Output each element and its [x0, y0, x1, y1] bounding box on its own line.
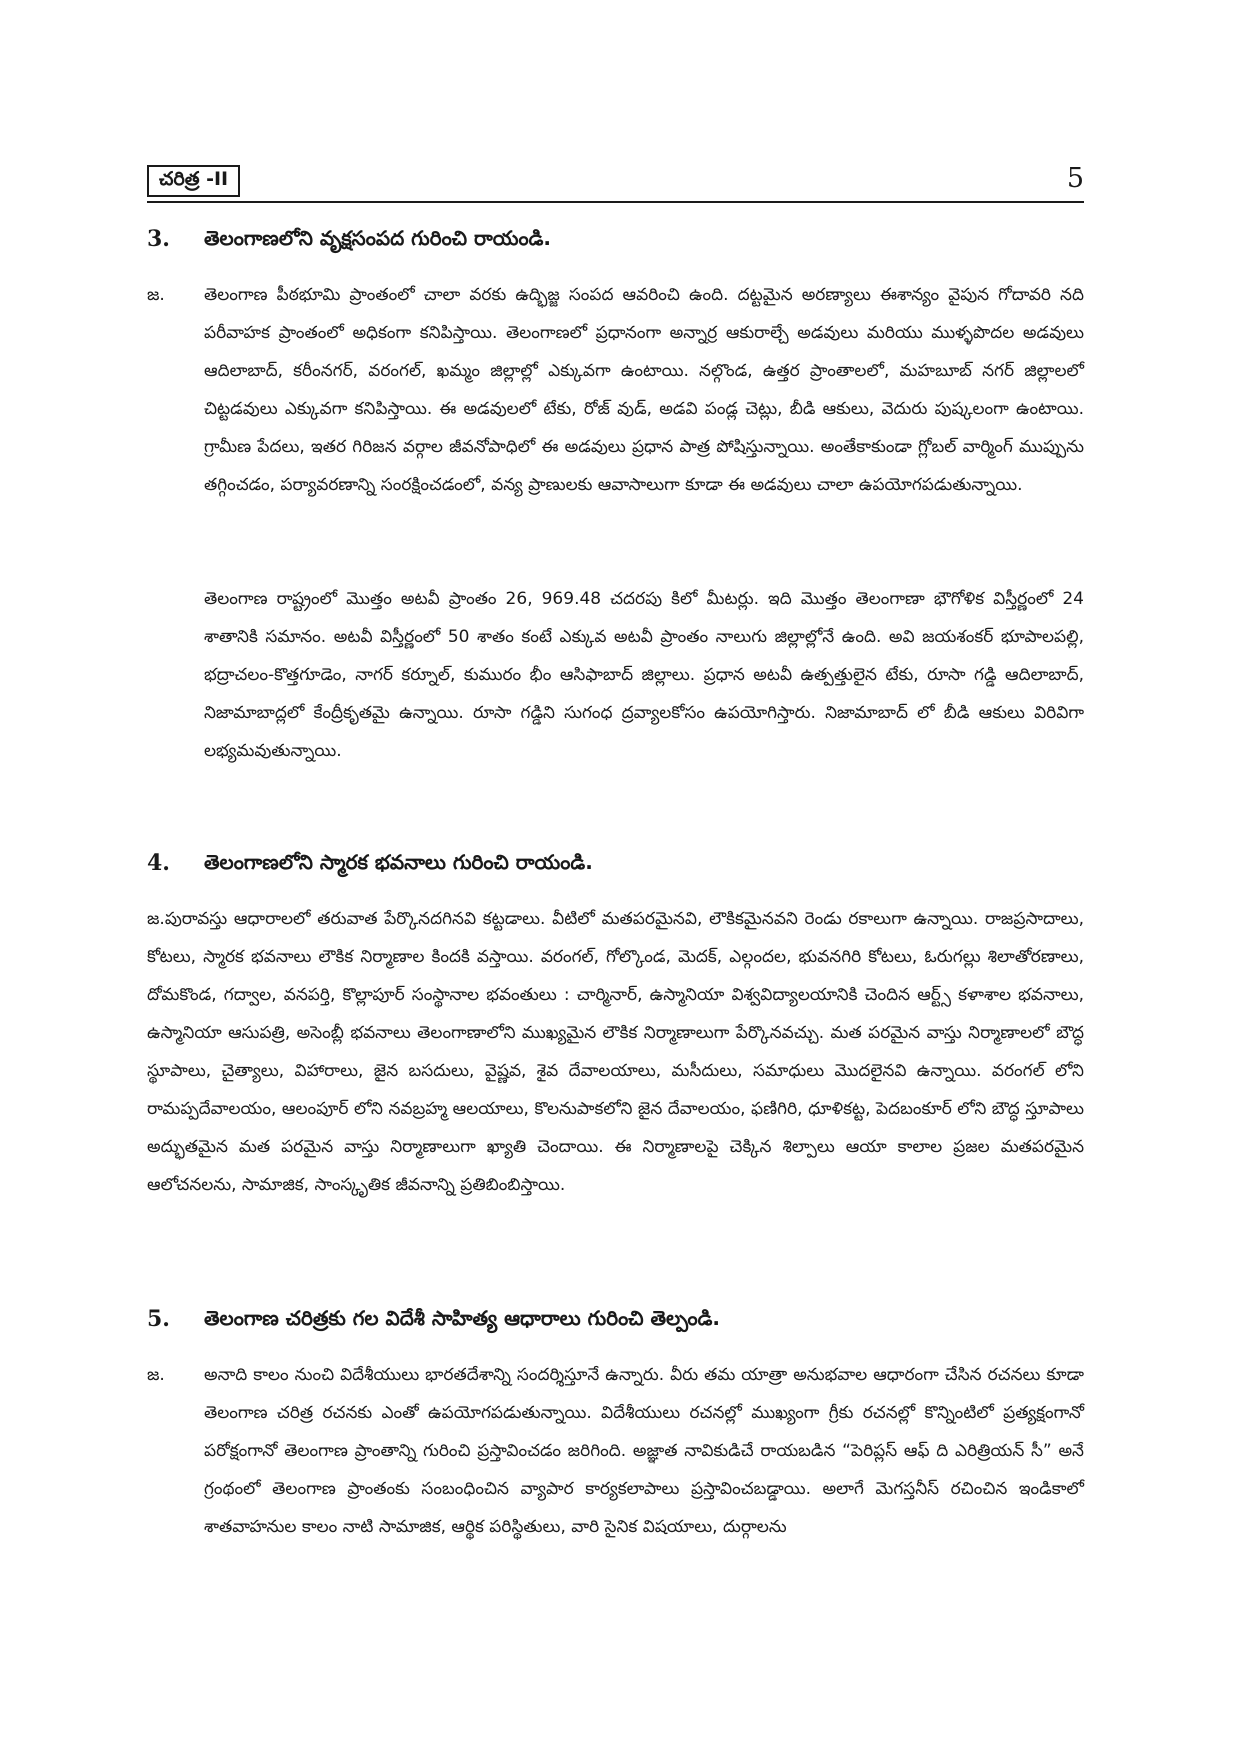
answer-text: తెలంగాణ పీఠభూమి ప్రాంతంలో చాలా వరకు ఉద్భిజ్జ సంపద ఆవరించి ఉంది. దట్టమైన అరణ్యాలు ఈశాన్యం వైపున గోదావరి నది పరీవాహక ప్రాంతంలో అధికంగా కనిపిస్తాయి. తెలంగాణలో ప్రధానంగా అన్నార్ర ఆకురాల్చే అడవులు మరియు ముళ్ళపొదల అడవులు ఆదిలాబాద్, కరీంనగర్, వరంగల్, ఖమ్మం జిల్లాల్లో ఎక్కువగా ఉంటాయి. నల్గొండ, ఉత్తర ప్రాంతాలలో, మహబూబ్ నగర్ జిల్లాలలో చిట్టడవులు ఎక్కువగా కనిపిస్తాయి. ఈ అడవులలో టేకు, రోజ్ వుడ్, అడవి పండ్ల చెట్లు, బీడి ఆకులు, వెదురు పుష్కలంగా ఉంటాయి. గ్రామీణ పేదలు, ఇతర గిరిజన వర్గాల జీవనోపాధిలో ఈ అడవులు ప్రధాన పాత్ర పోషిస్తున్నాయి. అంతేకాకుండా గ్లోబల్ వార్మింగ్ ముప్పును తగ్గించడం, పర్యావరణాన్ని సంరక్షించడంలో, వన్య ప్రాణులకు ఆవాసాలుగా కూడా ఈ అడవులు చాలా ఉపయోగపడుతున్నాయి.: [204, 285, 1084, 495]
answer-paragraph: [147, 900, 1084, 1204]
answer-3-continued: [147, 580, 1084, 770]
question-text: తెలంగాణ చరిత్రకు గల విదేశీ సాహిత్య ఆధారాలు గురించి తెల్పండి.: [204, 1306, 721, 1330]
answer-3: [147, 276, 1084, 504]
question-number: 5.: [147, 1306, 170, 1332]
page-number: 5: [1066, 163, 1084, 194]
answer-label: జ.: [147, 285, 165, 305]
answer-label: జ.: [147, 1365, 165, 1385]
question-text: తెలంగాణలోని స్మారక భవనాలు గురించి రాయండి.: [204, 850, 593, 874]
question-heading: [147, 850, 1084, 879]
question-text: తెలంగాణలోని వృక్షసంపద గురించి రాయండి.: [204, 226, 552, 250]
header-rule: [147, 201, 1084, 203]
section-5: [147, 1306, 1084, 1335]
question-number: 3.: [147, 226, 170, 252]
answer-paragraph: తెలంగాణ రాష్ట్రంలో మొత్తం అటవీ ప్రాంతం 26, 969.48 చదరపు కిలో మీటర్లు. ఇది మొత్తం తెలంగాణా భౌగోళిక విస్తీర్ణంలో 24 శాతానికి సమానం. అటవీ విస్తీర్ణంలో 50 శాతం కంటే ఎక్కువ అటవీ ప్రాంతం నాలుగు జిల్లాల్లోనే ఉంది. అవి జయశంకర్ భూపాలపల్లి, భద్రాచలం-కొత్తగూడెం, నాగర్ కర్నూల్, కుమురం భీం ఆసిఫాబాద్ జిల్లాలు. ప్రధాన అటవీ ఉత్పత్తులైన టేకు, రూసా గడ్డి ఆదిలాబాద్, నిజామాబాద్లలో కేంద్రీకృతమై ఉన్నాయి. రూసా గడ్డిని సుగంధ ద్రవ్యాలకోసం ఉపయోగిస్తారు. నిజామాబాద్ లో బీడి ఆకులు విరివిగా లభ్యమవుతున్నాయి.: [204, 589, 1084, 761]
subject-label: చరిత్ర -II: [147, 165, 240, 197]
question-number: 4.: [147, 850, 170, 876]
section-3: [147, 226, 1084, 255]
answer-paragraph: [147, 276, 1084, 504]
answer-4: [147, 900, 1084, 1204]
question-heading: [147, 226, 1084, 255]
answer-text: పురావస్తు ఆధారాలలో తరువాత పేర్కొనదగినవి కట్టడాలు. వీటిలో మతపరమైనవి, లౌకికమైనవని రెండు రకాలుగా ఉన్నాయి. రాజప్రసాదాలు, కోటలు, స్మారక భవనాలు లౌకిక నిర్మాణాల కిందకి వస్తాయి. వరంగల్, గోల్కొండ, మెదక్, ఎల్గందల, భువనగిరి కోటలు, ఓరుగల్లు శిలాతోరణాలు, దోమకొండ, గద్వాల, వనపర్తి, కొల్లాపూర్ సంస్థానాల భవంతులు : చార్మినార్, ఉస్మానియా విశ్వవిద్యాలయానికి చెందిన ఆర్ట్స్ కళాశాల భవనాలు, ఉస్మానియా ఆసుపత్రి, అసెంబ్లీ భవనాలు తెలంగాణాలోని ముఖ్యమైన లౌకిక నిర్మాణాలుగా పేర్కొనవచ్చు. మత పరమైన వాస్తు నిర్మాణాలలో బౌద్ధ స్థూపాలు, చైత్యాలు, విహారాలు, జైన బసదులు, వైష్ణవ, శైవ దేవాలయాలు, మసీదులు, సమాధులు మొదలైనవి ఉన్నాయి. వరంగల్ లోని రామప్పదేవాలయం, ఆలంపూర్ లోని నవబ్రహ్మ ఆలయాలు, కొలనుపాకలోని జైన దేవాలయం, ఫణిగిరి, ధూళికట్ట, పెదబంకూర్ లోని బౌద్ధ స్తూపాలు అద్భుతమైన మత పరమైన వాస్తు నిర్మాణాలుగా ఖ్యాతి చెందాయి. ఈ నిర్మాణాలపై చెక్కిన శిల్పాలు ఆయా కాలాల ప్రజల మతపరమైన ఆలోచనలను, సామాజిక, సాంస్కృతిక జీవనాన్ని ప్రతిబింబిస్తాయి.: [147, 909, 1084, 1195]
page-header: [147, 163, 1084, 204]
answer-paragraph: [147, 1356, 1084, 1546]
answer-label: జ.: [147, 909, 165, 929]
answer-text: అనాది కాలం నుంచి విదేశీయులు భారతదేశాన్ని సందర్శిస్తూనే ఉన్నారు. వీరు తమ యాత్రా అనుభవాల ఆధారంగా చేసిన రచనలు కూడా తెలంగాణ చరిత్ర రచనకు ఎంతో ఉపయోగపడుతున్నాయి. విదేశీయులు రచనల్లో ముఖ్యంగా గ్రీకు రచనల్లో కొన్నింటిలో ప్రత్యక్షంగానో పరోక్షంగానో తెలంగాణ ప్రాంతాన్ని గురించి ప్రస్తావించడం జరిగింది. అజ్ఞాత నావికుడిచే రాయబడిన “పెరిప్లస్ ఆఫ్ ది ఎరిత్రియన్ సీ” అనే గ్రంథంలో తెలంగాణ ప్రాంతంకు సంబంధించిన వ్యాపార కార్యకలాపాలు ప్రస్తావించబడ్డాయి. అలాగే మెగస్తనీస్ రచించిన ఇండికాలో శాతవాహనుల కాలం నాటి సామాజిక, ఆర్థిక పరిస్థితులు, వారి సైనిక విషయాలు, దుర్గాలను: [204, 1365, 1084, 1537]
answer-5: [147, 1356, 1084, 1546]
question-heading: [147, 1306, 1084, 1335]
section-4: [147, 850, 1084, 879]
